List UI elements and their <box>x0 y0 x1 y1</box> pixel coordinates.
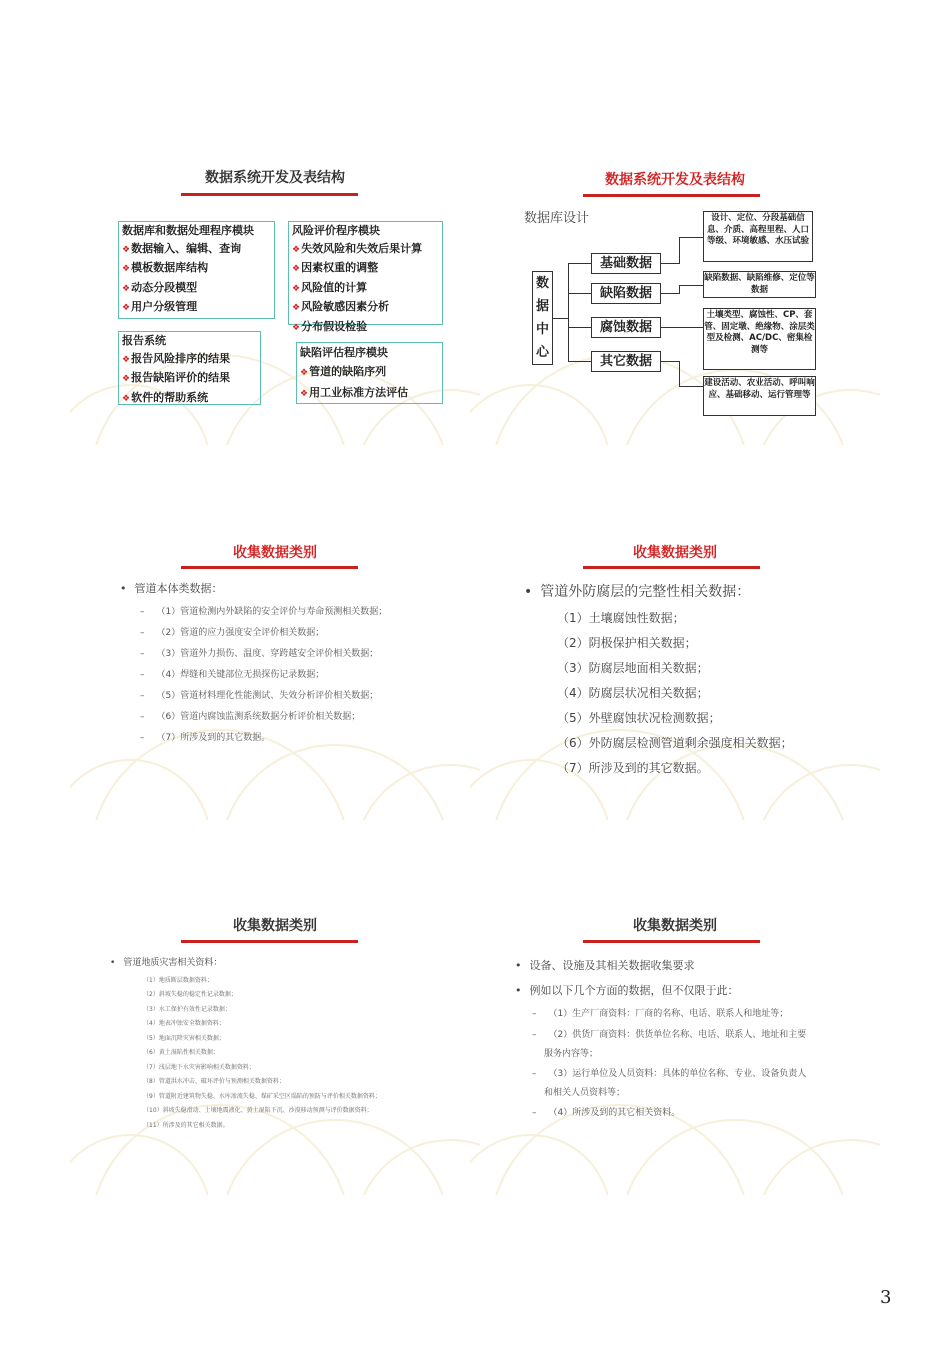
sub-item-continuation: 服务内容等； <box>544 1049 599 1059</box>
sub-item: （7）所涉及到的其它数据。 <box>557 761 709 775</box>
sub-item: – （3）管道外力损伤、温度、穿跨越安全评价相关数据； <box>140 646 378 659</box>
center-char: 心 <box>535 345 549 360</box>
module-box-report <box>118 331 261 405</box>
slide-title: 收集数据类别 <box>233 918 317 934</box>
module-box-database <box>118 221 275 319</box>
connector <box>568 327 591 328</box>
watermark-arc <box>490 1105 750 1195</box>
center-char: 据 <box>535 299 549 314</box>
sub-item: – （2）管道的应力强度安全评价相关数据； <box>140 625 324 638</box>
sub-item: （4）地表冲蚀安全数据资料； <box>143 1020 225 1027</box>
sub-item: （5）地面沉降灾害相关数据； <box>143 1035 225 1042</box>
slide-title: 数据系统开发及表结构 <box>605 172 745 188</box>
connector <box>679 285 680 294</box>
connector <box>661 327 703 328</box>
sub-item: （8）管道洪水冲击、破坏评价与预测相关数据资料； <box>143 1078 285 1085</box>
title-underline <box>181 940 358 943</box>
detail-box-defect: 缺陷数据、缺陷维修、定位等数据 <box>703 271 816 298</box>
sub-item: – （1）生产厂商资料：厂商的名称、电话、联系人和地址等； <box>532 1006 788 1019</box>
connector <box>661 361 679 362</box>
sub-item: （3）防腐层地面相关数据； <box>557 661 709 675</box>
sub-item: （1）土壤腐蚀性数据； <box>557 611 685 625</box>
detail-box-basic: 设计、定位、分段基础信息、介质、高程里程、人口等级、环境敏感、水压试验 <box>703 211 813 262</box>
sub-item: （10）斜坡失稳滑动、土壤地震液化、黄土湿陷下沉、沙漠移动预测与评价数据资料； <box>143 1107 373 1114</box>
box-item: ❖ 动态分段模型 <box>122 279 271 299</box>
title-underline <box>181 566 358 569</box>
sub-item: （6）黄土湿陷性相关数据； <box>143 1049 219 1056</box>
box-header: 缺陷评估程序模块 <box>300 346 388 359</box>
box-header: 数据库和数据处理程序模块 <box>122 224 254 237</box>
watermark-arc <box>220 745 450 820</box>
background-watermark <box>470 905 880 1195</box>
box-item: ❖ 数据输入、编辑、查询 <box>122 240 271 260</box>
slide-6 <box>470 905 880 1195</box>
center-char: 中 <box>535 322 549 337</box>
watermark-arc <box>70 760 210 820</box>
data-center-box <box>532 271 553 365</box>
background-watermark <box>70 905 480 1195</box>
watermark-arc <box>470 1135 610 1195</box>
page-number: 3 <box>880 1287 892 1308</box>
sub-item: （1）地质断层数据资料； <box>143 977 213 984</box>
sub-item: （6）外防腐层检测管道剩余强度相关数据； <box>557 736 793 750</box>
slide-title: 收集数据类别 <box>633 545 717 561</box>
category-other-data: 其它数据 <box>591 351 661 372</box>
watermark-arc <box>220 1120 450 1195</box>
sub-item: – （4）所涉及到的其它相关资料。 <box>532 1105 680 1118</box>
watermark-arc <box>620 1120 850 1195</box>
box-item: ❖ 风险值的计算 <box>292 279 439 299</box>
connector <box>679 285 703 286</box>
bullet-item: • 设备、设施及其相关数据收集要求 <box>515 957 695 973</box>
watermark-arc <box>90 730 350 820</box>
connector <box>568 293 591 294</box>
sub-item: （7）浅层地下水灾害影响相关数据资料； <box>143 1064 255 1071</box>
connector <box>568 361 591 362</box>
connector <box>679 386 703 387</box>
box-item: ❖ 报告缺陷评价的结果 <box>122 369 257 389</box>
sub-item: （9）管道附近建筑物失稳、水库渗流失稳、煤矿采空区塌陷的预防与评价相关数据资料； <box>143 1093 381 1100</box>
slide-title: 收集数据类别 <box>233 545 317 561</box>
box-header: 报告系统 <box>122 334 166 347</box>
box-item: ❖ 管道的缺陷序列 <box>300 362 439 383</box>
title-underline <box>583 194 760 197</box>
watermark-arc <box>470 385 610 445</box>
bullet-item: • 管道地质灾害相关资料： <box>110 955 222 968</box>
box-item: ❖ 风险敏感因素分析 <box>292 298 439 318</box>
connector <box>568 263 591 264</box>
box-item: ❖ 报告风险排序的结果 <box>122 350 257 370</box>
box-item: ❖ 模板数据库结构 <box>122 259 271 279</box>
connector <box>661 293 679 294</box>
connector <box>679 237 703 238</box>
sub-item: （11）所涉及的其它相关数据。 <box>143 1122 229 1129</box>
title-underline <box>181 193 358 196</box>
center-char: 数 <box>535 276 549 291</box>
box-item: ❖ 用工业标准方法评估 <box>300 383 439 404</box>
sub-item: – （6）管道内腐蚀监测系统数据分析评价相关数据； <box>140 709 360 722</box>
watermark-arc <box>755 1140 880 1195</box>
category-corrosion-data: 腐蚀数据 <box>591 317 661 338</box>
slide-3 <box>70 530 480 820</box>
box-item: ❖ 因素权重的调整 <box>292 259 439 279</box>
sub-item: – （2）供货厂商资料：供货单位名称、电话、联系人、地址和主要 <box>532 1027 806 1040</box>
sub-item: – （4）焊缝和关键部位无损探伤记录数据； <box>140 667 324 680</box>
slide-4 <box>470 530 880 820</box>
slide-title: 收集数据类别 <box>633 918 717 934</box>
box-item: ❖ 软件的帮助系统 <box>122 389 257 409</box>
sub-item-continuation: 和相关人员资料等； <box>544 1088 626 1098</box>
connector <box>568 263 569 361</box>
sub-item: （2）斜坡失稳的稳定性记录数据； <box>143 991 237 998</box>
sub-item: （4）防腐层状况相关数据； <box>557 686 709 700</box>
slide-1 <box>70 155 480 445</box>
sub-item: – （3）运行单位及人员资料：具体的单位名称、专业、设备负责人 <box>532 1066 806 1079</box>
module-box-defect <box>296 342 443 404</box>
box-item: ❖ 失效风险和失效后果计算 <box>292 240 439 260</box>
bullet-item: • 管道外防腐层的完整性相关数据： <box>524 581 750 601</box>
watermark-arc <box>355 1140 480 1195</box>
sub-item: （2）阴极保护相关数据； <box>557 636 697 650</box>
slide-2 <box>470 155 880 445</box>
sub-item: – （5）管道材料理化性能测试、失效分析评价相关数据； <box>140 688 378 701</box>
slide-5 <box>70 905 480 1195</box>
watermark-arc <box>90 1105 350 1195</box>
sub-item: – （1）管道检测内外缺陷的安全评价与寿命预测相关数据； <box>140 604 387 617</box>
sub-item: – （7）所涉及到的其它数据。 <box>140 730 270 743</box>
watermark-arc <box>620 745 850 820</box>
connector <box>661 263 679 264</box>
watermark-arc <box>355 765 480 820</box>
detail-box-other: 建设活动、农业活动、呼叫响应、基础移动、运行管理等 <box>703 376 816 416</box>
category-defect-data: 缺陷数据 <box>591 283 661 304</box>
box-item: ❖ 分布假设检验 <box>292 318 439 338</box>
category-basic-data: 基础数据 <box>591 253 661 274</box>
module-box-risk <box>288 221 443 333</box>
slide-subtitle: 数据库设计 <box>524 211 590 226</box>
watermark-arc <box>70 1135 210 1195</box>
watermark-arc <box>755 765 880 820</box>
box-header: 风险评价程序模块 <box>292 224 380 237</box>
box-item: ❖ 用户分级管理 <box>122 298 271 318</box>
bullet-item: • 管道本体类数据： <box>120 580 223 596</box>
connector <box>553 318 568 319</box>
title-underline <box>583 940 760 943</box>
slide-title: 数据系统开发及表结构 <box>205 170 345 186</box>
connector <box>679 361 680 386</box>
sub-item: （5）外壁腐蚀状况检测数据； <box>557 711 721 725</box>
sub-item: （3）水工保护有效性记录数据； <box>143 1006 231 1013</box>
title-underline <box>583 566 760 569</box>
connector <box>679 237 680 264</box>
detail-box-corrosion: 土壤类型、腐蚀性、CP、套管、固定墩、绝缘物、涂层类型及检测、AC/DC、密集检测等 <box>703 308 816 370</box>
bullet-item: • 例如以下几个方面的数据，但不仅限于此： <box>515 982 739 998</box>
